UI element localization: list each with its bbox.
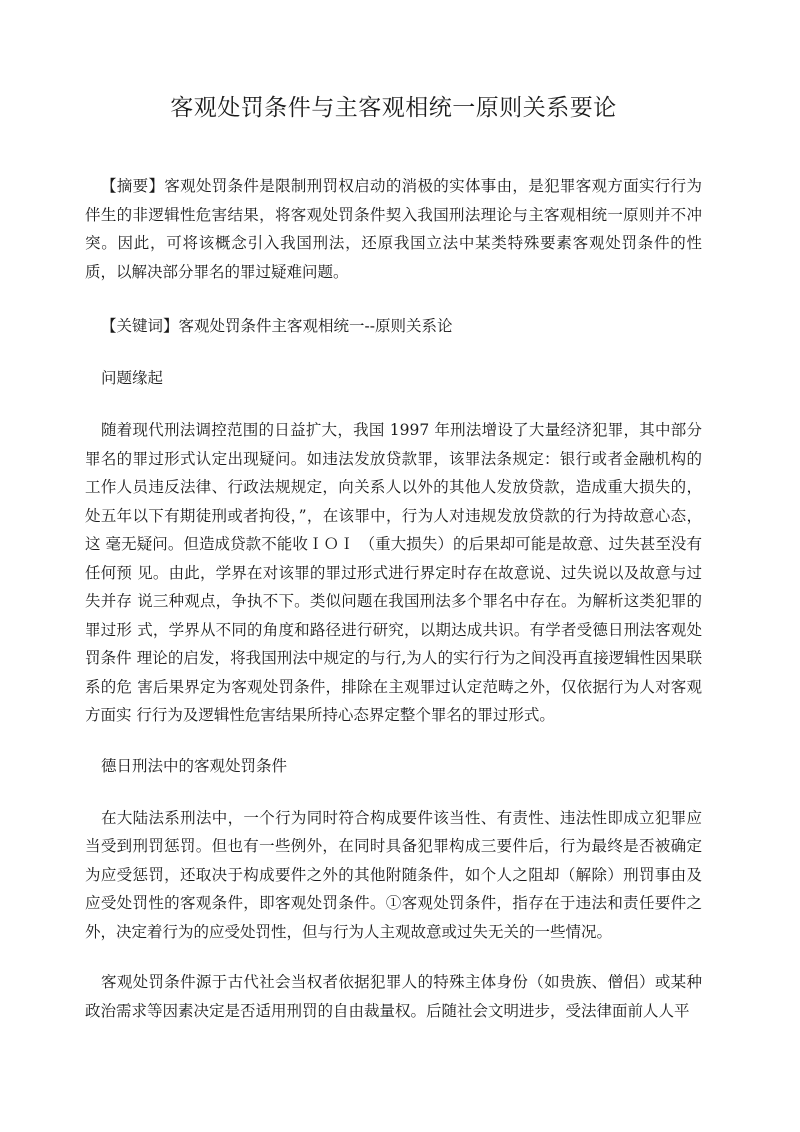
- section-heading-german-japanese: 德日刑法中的客观处罚条件: [101, 756, 288, 775]
- body-paragraph-continental-law: 在大陆法系刑法中，一个行为同时符合构成要件该当性、有责性、违法性即成立犯罪应 当受到刑罚惩罚。但也有一些例外，在同时具备犯罪构成三要件后，行为最终是否被确定 为应受惩罚，还取决于构成要件之外的其他附随条件，如个人之阻却（解除）刑罚事由及 应受处罚性的客观条件，即客观处罚条件。①客观处罚条件，指存在于违法和责任要件之 外，决定着行为的应受处罚性，但与行为人主观故意或过失无关的一些情况。: [85, 808, 702, 941]
- body-paragraph-origin: 随着现代刑法调控范围的日益扩大，我国 1997 年刑法增设了大量经济犯罪，其中部分 罪名的罪过形式认定出现疑问。如违法发放贷款罪，该罪法条规定：银行或者金融机构的 工作人员违反法律、行政法规规定，向关系人以外的其他人发放贷款，造成重大损失的， 处五年以下有期徒刑或者拘役，”，在该罪中，行为人对违规发放贷款的行为持故意心态，这 毫无疑问。但造成贷款不能收ＩＯＩ （重大损失）的后果却可能是故意、过失甚至没有任何预 见。由此，学界在对该罪的罪过形式进行界定时存在故意说、过失说以及故意与过失并存 说三种观点，争执不下。类似问题在我国刑法多个罪名中存在。为解析这类犯罪的罪过形 式，学界从不同的角度和路径进行研究，以期达成共识。有学者受德日刑法客观处罚条件 理论的启发，将我国刑法中规定的与行,为人的实行行为之间没再直接逻辑性因果联系的危 害后果界定为客观处罚条件，排除在主观罪过认定范畴之外，仅依据行为人对客观方面实 行行为及逻辑性危害结果所持心态界定整个罪名的罪过形式。: [85, 421, 702, 724]
- keywords-line: 【关键词】客观处罚条件主客观相统一--原则关系论: [101, 317, 453, 335]
- body-paragraph-origin-of-condition: 客观处罚条件源于古代社会当权者依据犯罪人的特殊主体身份（如贵族、僧侣）或某种 政治需求等因素决定是否适用刑罚的自由裁量权。后随社会文明进步，受法律面前人人平: [85, 973, 702, 1020]
- abstract-paragraph: 【摘要】客观处罚条件是限制刑罚权启动的消极的实体事由，是犯罪客观方面实行行为 伴生的非逻辑性危害结果，将客观处罚条件契入我国刑法理论与主客观相统一原则并不冲 突。因此，可将该概念引入我国刑法，还原我国立法中某类特殊要素客观处罚条件的性 质，以解决部分罪名的罪过疑难问题。: [85, 177, 702, 281]
- section-heading-origin: 问题缘起: [101, 369, 164, 387]
- document-title: 客观处罚条件与主客观相统一原则关系要论: [170, 95, 617, 121]
